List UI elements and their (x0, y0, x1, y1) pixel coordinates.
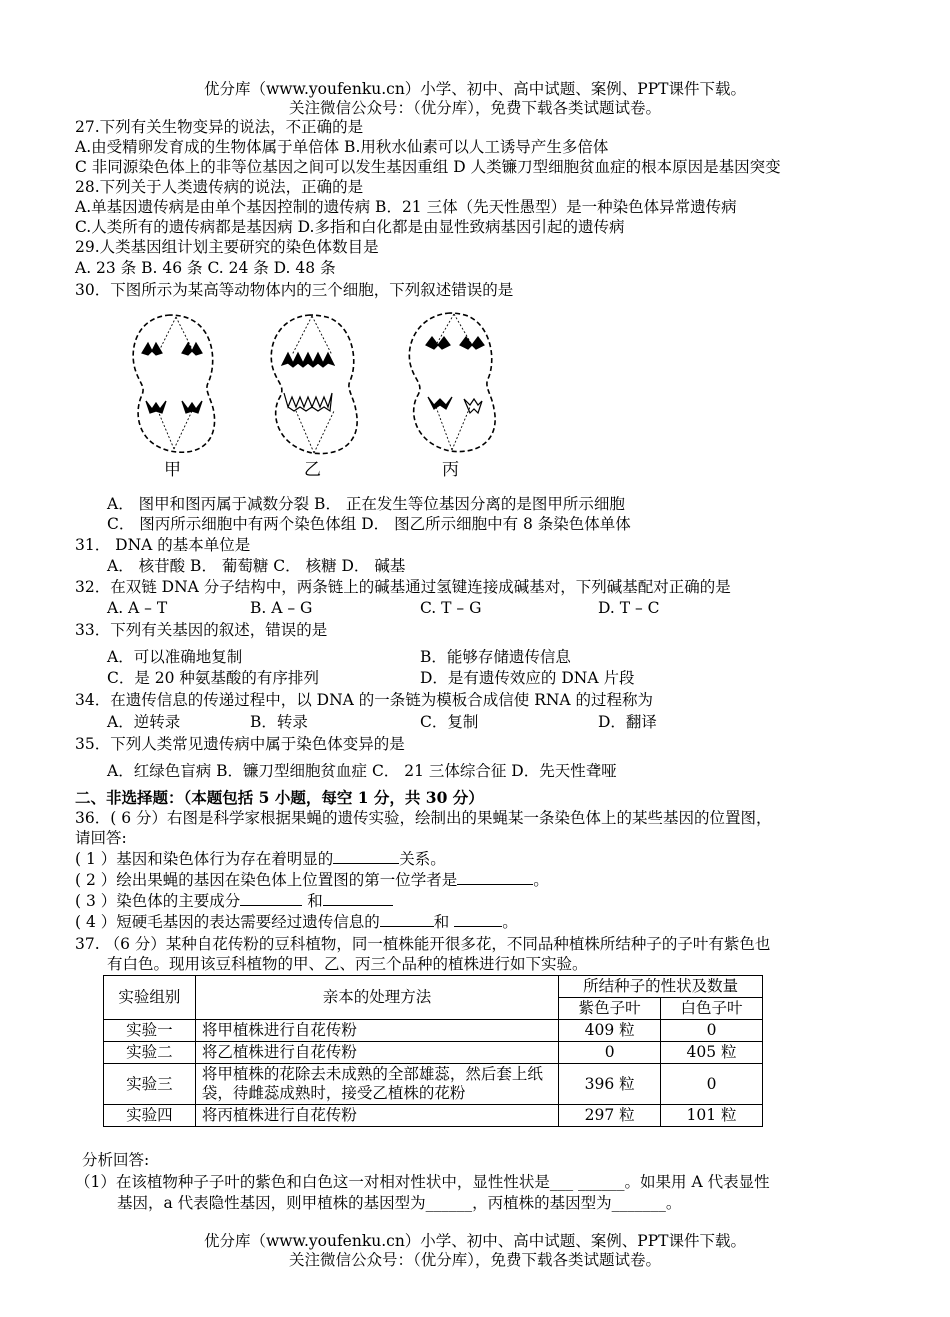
q36-blank-6[interactable] (454, 912, 502, 927)
q36-blank-2[interactable] (457, 870, 533, 885)
q37-stem-2: 有白色。现用该豆科植物的甲、乙、丙三个品种的植株进行如下实验。 (107, 955, 588, 973)
q36-stem-2: 请回答: (75, 829, 127, 847)
q36-part-1-text: ( 1 ）基因和染色体行为存在着明显的 (75, 850, 334, 868)
header-line-2: 关注微信公众号：（优分库），免费下载各类试题试卷。 (288, 99, 661, 117)
header-method: 亲本的处理方法 (195, 976, 558, 1020)
q36-part-3-mid: 和 (302, 892, 323, 910)
row-purple: 409 粒 (559, 1020, 661, 1042)
row-method: 将甲植株进行自花传粉 (195, 1020, 558, 1042)
q36-part-4-mid: 和 (433, 913, 455, 931)
row-white: 0 (661, 1020, 763, 1042)
q27-options-cd: C 非同源染色体上的非等位基因之间可以发生基因重组 D 人类镰刀型细胞贫血症的根本原因是基因突变 (75, 158, 781, 176)
q32-option-c: C. T – G (420, 599, 482, 617)
q31-stem: 31． DNA 的基本单位是 (75, 536, 251, 554)
q27-stem: 27.下列有关生物变异的说法，不正确的是 (75, 118, 364, 136)
header-purple: 紫色子叶 (559, 998, 661, 1020)
q33-option-a: A．可以准确地复制 (107, 648, 243, 666)
q36-blank-5[interactable] (380, 912, 434, 927)
q37-analysis: 分析回答: (82, 1151, 150, 1169)
q33-option-b: B．能够存储遗传信息 (420, 648, 571, 666)
q35-stem: 35．下列人类常见遗传病中属于染色体变异的是 (75, 735, 405, 753)
q32-option-b: B. A – G (250, 599, 313, 617)
row-purple: 396 粒 (559, 1064, 661, 1105)
q34-option-a: A．逆转录 (107, 713, 181, 731)
cell-yi-membrane (271, 315, 357, 454)
q36-blank-4[interactable] (323, 891, 393, 906)
q37-stem-1: 37. （6 分）某种自花传粉的豆科植物，同一植株能开很多花，不同品种植株所结种子的子叶有紫色也 (75, 935, 771, 953)
q29-stem: 29.人类基因组计划主要研究的染色体数目是 (75, 238, 379, 256)
q36-part-2-suffix: 。 (533, 871, 549, 889)
table-row (104, 1042, 763, 1064)
table-row (104, 1105, 763, 1127)
q36-part-3-text: ( 3 ）染色体的主要成分 (75, 892, 241, 910)
q36-part-4 (75, 912, 518, 932)
q36-part-1 (75, 849, 446, 869)
footer-line-1: 优分库（www.youfenku.cn）小学、初中、高中试题、案例、PPT课件下载。 (203, 1232, 747, 1250)
q32-option-d: D. T – C (598, 599, 660, 617)
chromosomes-yi (282, 353, 334, 411)
q36-part-2-text: ( 2 ）绘出果蝇的基因在染色体上位置图的第一位学者是 (75, 871, 458, 889)
q35-options: A．红绿色盲病 B．镰刀型细胞贫血症 C． 21 三体综合征 D．先天性聋哑 (107, 762, 617, 780)
q36-part-4-text: ( 4 ）短硬毛基因的表达需要经过遗传信息的 (75, 913, 380, 931)
label-yi: 乙 (304, 460, 321, 480)
chromosomes-bing (426, 337, 484, 413)
q28-stem: 28.下列关于人类遗传病的说法，正确的是 (75, 178, 364, 196)
q36-part-1-suffix: 关系。 (399, 850, 446, 868)
header-group: 实验组别 (104, 976, 196, 1020)
label-jia: 甲 (164, 460, 181, 480)
q34-option-d: D．翻译 (598, 713, 657, 731)
q30-options-cd: C． 图丙所示细胞中有两个染色体组 D． 图乙所示细胞中有 8 条染色体单体 (107, 515, 631, 533)
cell-jia-membrane (133, 315, 214, 452)
q29-options: A. 23 条 B. 46 条 C. 24 条 D. 48 条 (75, 259, 336, 277)
q33-stem: 33．下列有关基因的叙述，错误的是 (75, 621, 328, 639)
row-purple: 0 (559, 1042, 661, 1064)
q32-option-a: A. A – T (107, 599, 168, 617)
header-white: 白色子叶 (661, 998, 763, 1020)
table-row (104, 1064, 763, 1105)
q36-blank-3[interactable] (240, 891, 302, 906)
row-white: 0 (661, 1064, 763, 1105)
row-method: 将丙植株进行自花传粉 (195, 1105, 558, 1127)
row-method: 将甲植株的花除去未成熟的全部雄蕊，然后套上纸袋，待雌蕊成熟时，接受乙植株的花粉 (195, 1064, 558, 1105)
q28-options-ab: A.单基因遗传病是由单个基因控制的遗传病 B．21 三体（先天性愚型）是一种染色体异常遗传病 (75, 198, 737, 216)
section2-title: 二、非选择题：（本题包括 5 小题，每空 1 分，共 30 分） (75, 788, 484, 807)
q34-stem: 34．在遗传信息的传递过程中，以 DNA 的一条链为模板合成信使 RNA 的过程称为 (75, 691, 654, 709)
row-white: 101 粒 (661, 1105, 763, 1127)
table-row (104, 1020, 763, 1042)
label-bing: 丙 (442, 460, 459, 480)
row-group: 实验一 (104, 1020, 196, 1042)
q31-options: A． 核苷酸 B． 葡萄糖 C． 核糖 D． 碱基 (107, 557, 406, 575)
row-group: 实验三 (104, 1064, 196, 1105)
row-group: 实验二 (104, 1042, 196, 1064)
row-method: 将乙植株进行自花传粉 (195, 1042, 558, 1064)
q30-options-ab: A． 图甲和图丙属于减数分裂 B． 正在发生等位基因分离的是图甲所示细胞 (107, 495, 625, 513)
row-group: 实验四 (104, 1105, 196, 1127)
q33-option-c: C．是 20 种氨基酸的有序排列 (107, 669, 319, 687)
q36-part-2 (75, 870, 549, 890)
header-traits: 所结种子的性状及数量 (559, 976, 763, 998)
q33-option-d: D．是有遗传效应的 DNA 片段 (420, 669, 635, 687)
q32-stem: 32．在双链 DNA 分子结构中，两条链上的碱基通过氢键连接成碱基对，下列碱基配对正确的是 (75, 578, 731, 596)
chromosomes-jia (142, 343, 202, 413)
q37-answer-1-line-2: 基因，a 代表隐性基因，则甲植株的基因型为______，丙植株的基因型为_______。 (117, 1194, 682, 1212)
cell-division-figure (120, 303, 520, 481)
row-white: 405 粒 (661, 1042, 763, 1064)
row-purple: 297 粒 (559, 1105, 661, 1127)
cell-bing-membrane (409, 313, 495, 452)
experiment-table (103, 975, 763, 1127)
table-header-row (104, 976, 763, 998)
header-line-1: 优分库（www.youfenku.cn）小学、初中、高中试题、案例、PPT课件下载。 (203, 80, 747, 98)
footer-line-2: 关注微信公众号：（优分库），免费下载各类试题试卷。 (288, 1251, 661, 1269)
q36-part-4-suffix: 。 (502, 913, 518, 931)
q37-answer-1-line-1: （1）在该植物种子子叶的紫色和白色这一对相对性状中，显性性状是___ ______。如果用 A 代表显性 (75, 1173, 770, 1191)
q36-blank-1[interactable] (333, 849, 399, 864)
q30-stem: 30．下图所示为某高等动物体内的三个细胞，下列叙述错误的是 (75, 281, 514, 299)
q36-part-3 (75, 891, 393, 911)
q28-options-cd: C.人类所有的遗传病都是基因病 D.多指和白化都是由显性致病基因引起的遗传病 (75, 218, 625, 236)
q27-options-ab: A.由受精卵发育成的生物体属于单倍体 B.用秋水仙素可以人工诱导产生多倍体 (75, 138, 609, 156)
q34-option-b: B．转录 (250, 713, 308, 731)
q36-stem-1: 36．( 6 分）右图是科学家根据果蝇的遗传实验，绘制出的果蝇某一条染色体上的某些基因的位置图， (75, 809, 772, 827)
q34-option-c: C．复制 (420, 713, 479, 731)
